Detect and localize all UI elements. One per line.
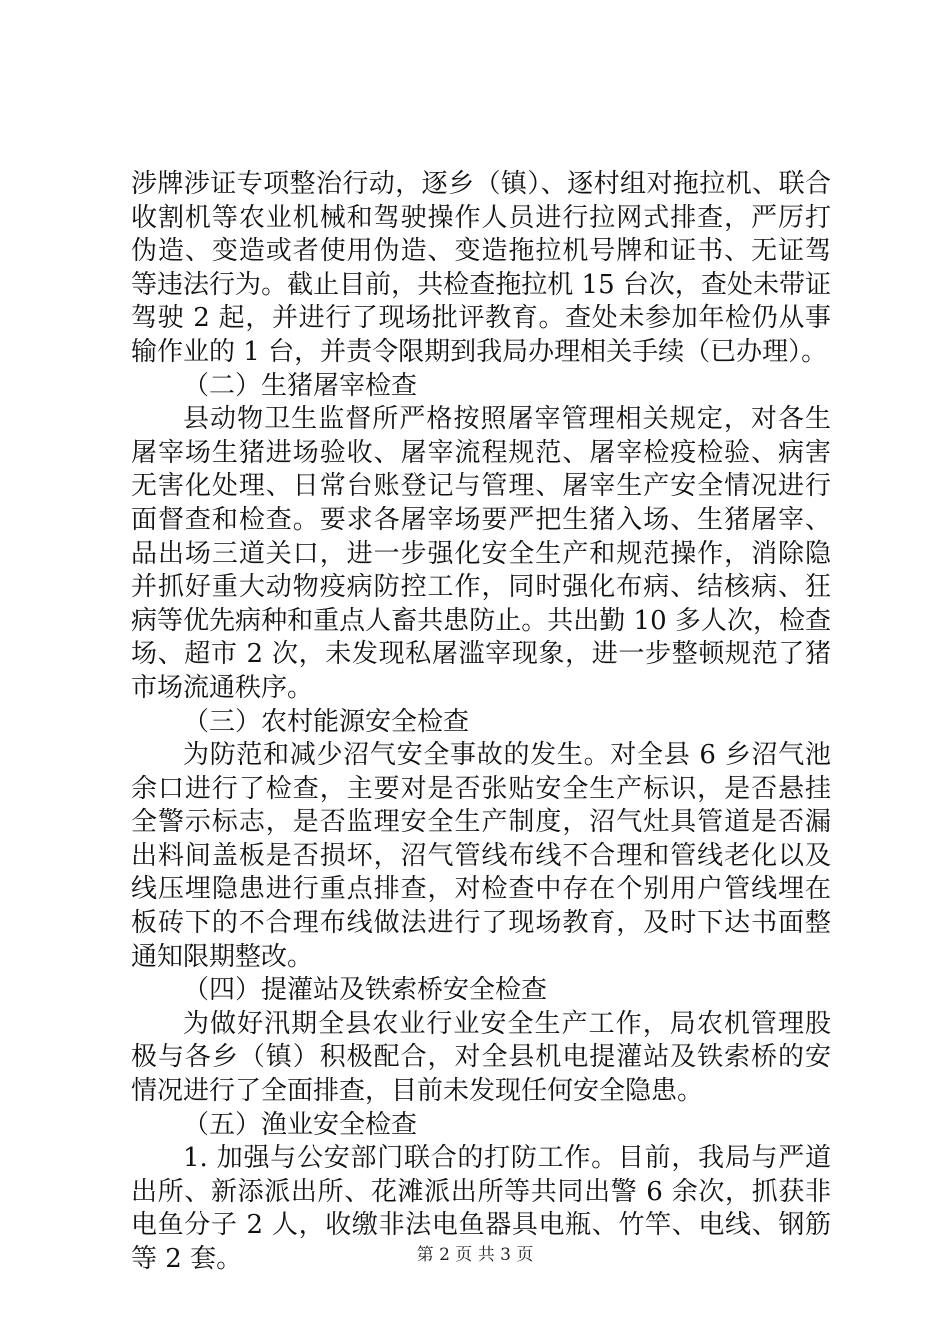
- document-body: [131, 168, 831, 1277]
- text-line: 通知限期整改。: [131, 941, 314, 972]
- text-line: 1. 加强与公安部门联合的打防工作。目前，我局与严道: [183, 1143, 831, 1174]
- text-line: 情况进行了全面排查，目前未发现任何安全隐患。: [131, 1076, 704, 1107]
- text-line: 驾驶 2 起，并进行了现场批评教育。查处未参加年检仍从事: [131, 303, 831, 334]
- text-line: 出料间盖板是否损坏，沼气管线布线不合理和管线老化以及: [131, 840, 831, 871]
- section-heading: （五）渔业安全检查: [183, 1109, 418, 1140]
- text-line: 为防范和减少沼气安全事故的发生。对全县 6 乡沼气池: [183, 740, 831, 771]
- section-heading: （三）农村能源安全检查: [183, 706, 470, 737]
- text-line: 极与各乡（镇）积极配合，对全县机电提灌站及铁索桥的安: [131, 1042, 831, 1073]
- text-line: 出所、新添派出所、花滩派出所等共同出警 6 余次，抓获非: [131, 1176, 831, 1207]
- text-line: 场、超市 2 次，未发现私屠滥宰现象，进一步整顿规范了猪: [131, 639, 831, 670]
- text-line: 等 2 套。: [131, 1244, 243, 1274]
- section-heading: （二）生猪屠宰检查: [183, 370, 418, 401]
- page-footer: 第 2 页 共 3 页: [416, 1245, 534, 1265]
- text-line: 输作业的 1 台，并责令限期到我局办理相关手续（已办理）。: [131, 336, 828, 367]
- text-line: 屠宰场生猪进场验收、屠宰流程规范、屠宰检疫检验、病害: [131, 437, 831, 468]
- text-line: 电鱼分子 2 人，收缴非法电鱼器具电瓶、竹竿、电线、钢筋: [131, 1210, 831, 1241]
- text-line: 病等优先病种和重点人畜共患防止。共出勤 10 多人次，检查: [131, 605, 831, 636]
- text-line: 收割机等农业机械和驾驶操作人员进行拉网式排查，严厉打: [131, 202, 831, 233]
- section-heading: （四）提灌站及铁索桥安全检查: [183, 975, 548, 1006]
- text-line: 余口进行了检查，主要对是否张贴安全生产标识，是否悬挂: [131, 773, 831, 804]
- text-line: 市场流通秩序。: [131, 672, 314, 703]
- text-line: 面督查和检查。要求各屠宰场要严把生猪入场、生猪屠宰、: [131, 504, 831, 535]
- text-line: 伪造、变造或者使用伪造、变造拖拉机号牌和证书、无证驾: [131, 236, 831, 267]
- text-line: 并抓好重大动物疫病防控工作，同时强化布病、结核病、狂: [131, 572, 831, 603]
- text-line: 县动物卫生监督所严格按照屠宰管理相关规定，对各生: [183, 404, 831, 435]
- text-line: 涉牌涉证专项整治行动，逐乡（镇）、逐村组对拖拉机、联合: [131, 169, 831, 199]
- text-line: 为做好汛期全县农业行业安全生产工作，局农机管理股: [183, 1008, 831, 1039]
- text-line: 无害化处理、日常台账登记与管理、屠宰生产安全情况进行: [131, 471, 831, 502]
- text-line: 板砖下的不合理布线做法进行了现场教育，及时下达书面整: [131, 908, 831, 939]
- text-line: 品出场三道关口，进一步强化安全生产和规范操作，消除隐: [131, 538, 831, 569]
- text-line: 全警示标志，是否监理安全生产制度，沼气灶具管道是否漏: [131, 807, 831, 838]
- text-line: 等违法行为。截止目前，共检查拖拉机 15 台次，查处未带证: [131, 269, 831, 300]
- text-line: 线压埋隐患进行重点排查，对检查中存在个别用户管线埋在: [131, 874, 831, 905]
